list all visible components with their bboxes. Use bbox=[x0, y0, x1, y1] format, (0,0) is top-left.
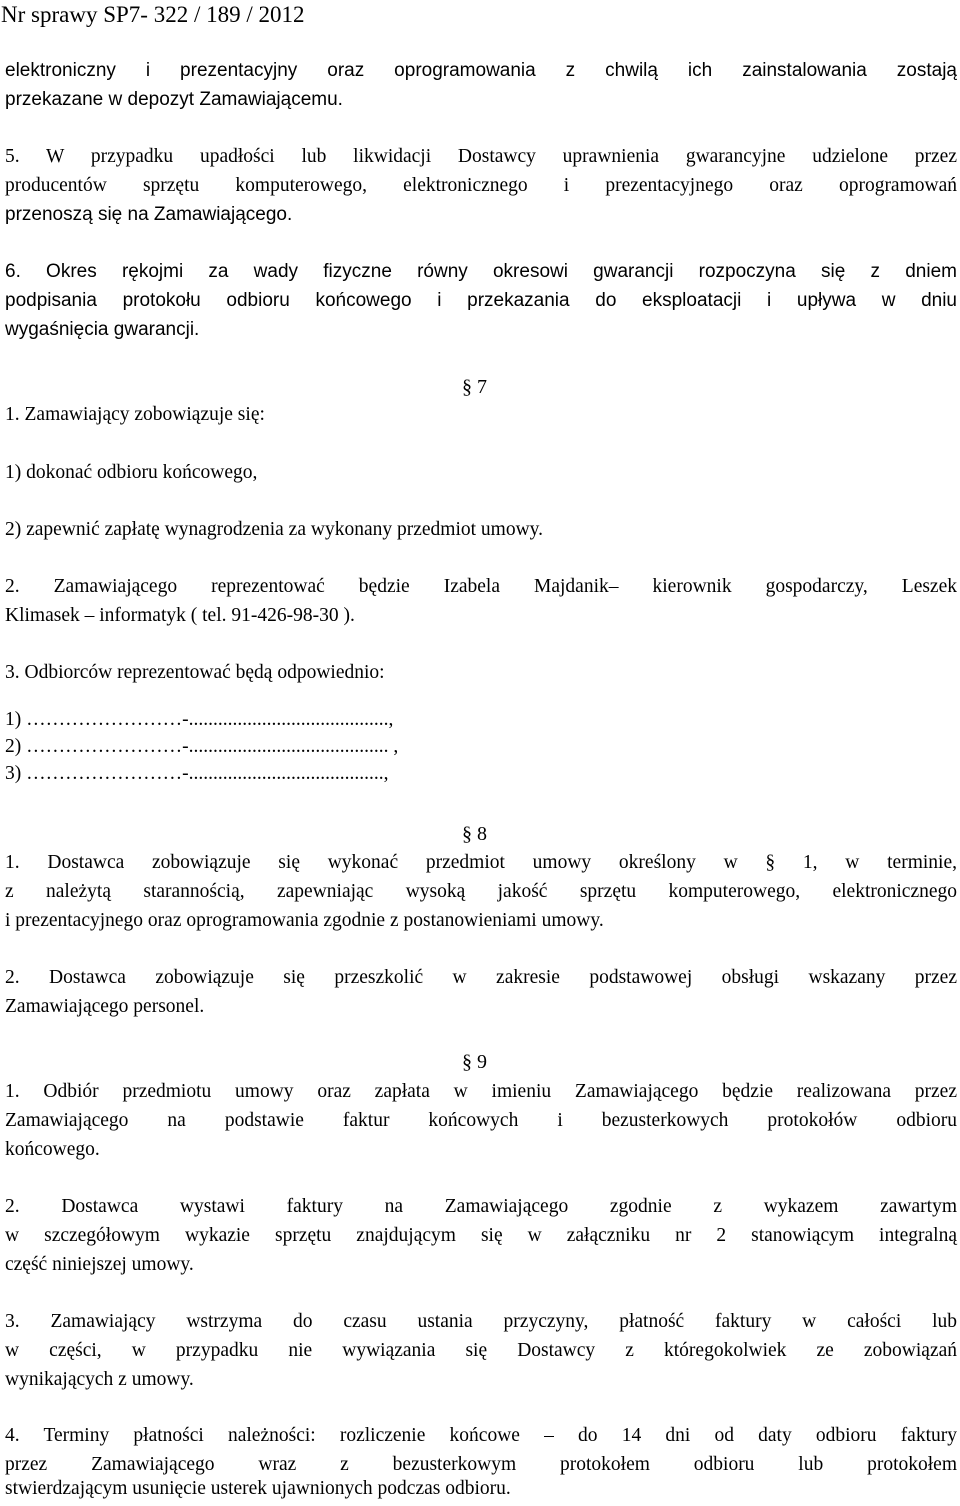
paragraph-line: 1. Dostawca zobowiązuje się wykonać przedmiot umowy określony w § 1, w terminie, bbox=[5, 852, 957, 873]
paragraph-line: 3. Zamawiający wstrzyma do czasu ustania przyczyny, płatność faktury w całości lub bbox=[5, 1311, 957, 1332]
paragraph-line: przenoszą się na Zamawiającego. bbox=[5, 204, 293, 225]
paragraph-line: 6. Okres rękojmi za wady fizyczne równy okresowi gwarancji rozpoczyna się z dniem bbox=[5, 261, 957, 282]
paragraph-line: w części, w przypadku nie wywiązania się Dostawcy z któregokolwiek ze zobowiązań bbox=[5, 1340, 957, 1361]
paragraph-line: przekazane w depozyt Zamawiającemu. bbox=[5, 89, 343, 110]
paragraph-line: 4. Terminy płatności należności: rozliczenie końcowe – do 14 dni od daty odbioru faktury bbox=[5, 1425, 957, 1446]
paragraph-line: przez Zamawiającego wraz z bezusterkowym protokołem odbioru lub protokołem bbox=[5, 1454, 957, 1475]
case-number-header: Nr sprawy SP7- 322 / 189 / 2012 bbox=[1, 2, 305, 27]
paragraph-line: Zamawiającego na podstawie faktur końcowych i bezusterkowych protokołów odbioru bbox=[5, 1110, 957, 1131]
paragraph-line: w szczegółowym wykazie sprzętu znajdującym się w załączniku nr 2 stanowiącym integralną bbox=[5, 1225, 957, 1246]
paragraph-line: podpisania protokołu odbioru końcowego i przekazania do eksploatacji i upływa w dniu bbox=[5, 290, 957, 311]
paragraph-line: końcowego. bbox=[5, 1139, 100, 1160]
paragraph-line: 3. Odbiorców reprezentować będą odpowiednio: bbox=[5, 662, 385, 683]
paragraph-line: Zamawiającego personel. bbox=[5, 996, 205, 1017]
paragraph-line: 2. Zamawiającego reprezentować będzie Izabela Majdanik– kierownik gospodarczy, Leszek bbox=[5, 576, 957, 597]
fill-in-line: 1) ……………………-........................................., bbox=[5, 709, 394, 730]
paragraph-line: 1. Zamawiający zobowiązuje się: bbox=[5, 404, 265, 425]
paragraph-line: i prezentacyjnego oraz oprogramowania zgodnie z postanowieniami umowy. bbox=[5, 910, 604, 931]
paragraph-line: 1. Odbiór przedmiotu umowy oraz zapłata w imieniu Zamawiającego będzie realizowana przez bbox=[5, 1081, 957, 1102]
section-heading-7: § 7 bbox=[462, 376, 487, 398]
paragraph-line: część niniejszej umowy. bbox=[5, 1254, 194, 1275]
paragraph-line: wygaśnięcia gwarancji. bbox=[5, 319, 200, 340]
fill-in-line: 2) ……………………-......................................... , bbox=[5, 736, 399, 757]
list-item: 2) zapewnić zapłatę wynagrodzenia za wykonany przedmiot umowy. bbox=[5, 519, 544, 540]
paragraph-line: 2. Dostawca wystawi faktury na Zamawiającego zgodnie z wykazem zawartym bbox=[5, 1196, 957, 1217]
section-heading-8: § 8 bbox=[462, 823, 487, 845]
paragraph-line: wynikających z umowy. bbox=[5, 1369, 194, 1390]
paragraph-line: producentów sprzętu komputerowego, elektronicznego i prezentacyjnego oraz oprogramowań bbox=[5, 175, 957, 196]
paragraph-line: elektroniczny i prezentacyjny oraz oprogramowania z chwilą ich zainstalowania zostają bbox=[5, 60, 957, 81]
section-heading-9: § 9 bbox=[462, 1051, 487, 1073]
paragraph-line: 5. W przypadku upadłości lub likwidacji Dostawcy uprawnienia gwarancyjne udzielone przez bbox=[5, 146, 957, 167]
list-item: 1) dokonać odbioru końcowego, bbox=[5, 462, 258, 483]
paragraph-line: 2. Dostawca zobowiązuje się przeszkolić w zakresie podstawowej obsługi wskazany przez bbox=[5, 967, 957, 988]
paragraph-line: stwierdzającym usunięcie usterek ujawnionych podczas odbioru. bbox=[5, 1478, 511, 1499]
paragraph-line: Klimasek – informatyk ( tel. 91-426-98-30 ). bbox=[5, 605, 355, 626]
paragraph-line: z należytą starannością, zapewniając wysoką jakość sprzętu komputerowego, elektronicznego bbox=[5, 881, 957, 902]
fill-in-line: 3) ……………………-........................................, bbox=[5, 763, 389, 784]
